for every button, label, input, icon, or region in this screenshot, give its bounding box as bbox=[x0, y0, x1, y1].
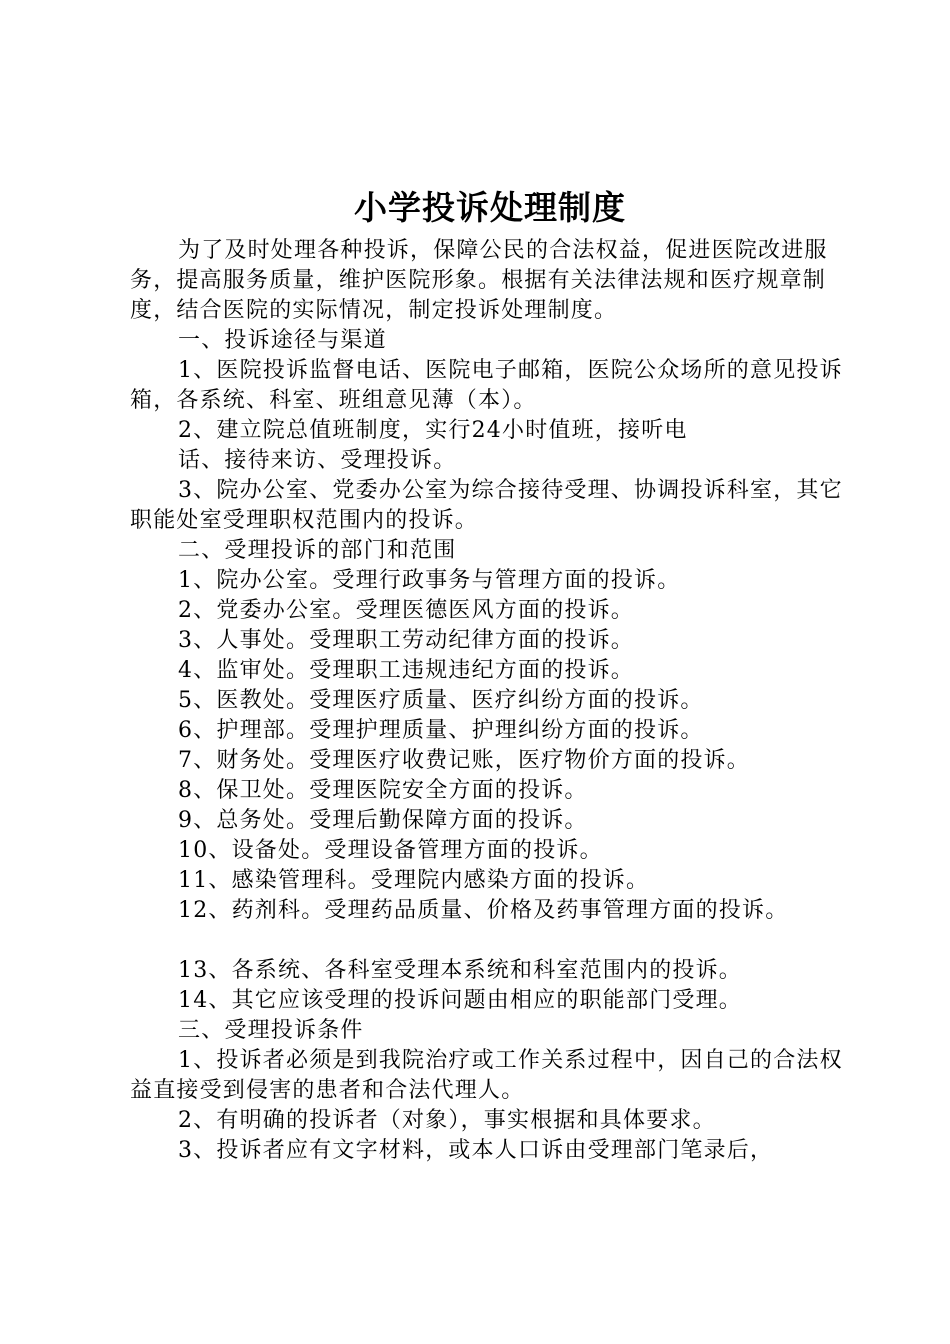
list-item: 12、药剂科。受理药品质量、价格及药事管理方面的投诉。 bbox=[178, 898, 789, 923]
list-item: 9、总务处。受理后勤保障方面的投诉。 bbox=[178, 808, 588, 833]
list-item: 1、院办公室。受理行政事务与管理方面的投诉。 bbox=[178, 568, 681, 593]
list-item: 8、保卫处。受理医院安全方面的投诉。 bbox=[178, 778, 588, 803]
list-item: 13、各系统、各科室受理本系统和科室范围内的投诉。 bbox=[178, 958, 742, 983]
paragraph: 话、接待来访、受理投诉。 bbox=[178, 448, 457, 473]
list-item: 10、设备处。受理设备管理方面的投诉。 bbox=[178, 838, 603, 863]
paragraph: 1、医院投诉监督电话、医院电子邮箱，医院公众场所的意见投诉箱，各系统、科室、班组意见薄（本）。 bbox=[130, 358, 843, 413]
document-page bbox=[130, 180, 850, 1166]
paragraph: 2、建立院总值班制度，实行24小时值班，接听电 bbox=[178, 418, 688, 443]
section-heading-2: 二、受理投诉的部门和范围 bbox=[178, 538, 457, 563]
section-heading-1: 一、投诉途径与渠道 bbox=[178, 328, 387, 353]
paragraph: 3、院办公室、党委办公室为综合接待受理、协调投诉科室，其它职能处室受理职权范围内的投诉。 bbox=[130, 478, 843, 533]
document-title: 小学投诉处理制度 bbox=[354, 188, 626, 227]
list-item: 5、医教处。受理医疗质量、医疗纠纷方面的投诉。 bbox=[178, 688, 704, 713]
paragraph: 3、投诉者应有文字材料，或本人口诉由受理部门笔录后， bbox=[178, 1138, 774, 1163]
list-item: 14、其它应该受理的投诉问题由相应的职能部门受理。 bbox=[178, 988, 742, 1013]
paragraph-intro: 为了及时处理各种投诉，保障公民的合法权益，促进医院改进服务，提高服务质量，维护医院形象。根据有关法律法规和医疗规章制度，结合医院的实际情况，制定投诉处理制度。 bbox=[130, 238, 828, 323]
blank-line bbox=[130, 926, 850, 956]
list-item: 11、感染管理科。受理院内感染方面的投诉。 bbox=[178, 868, 650, 893]
section-heading-3: 三、受理投诉条件 bbox=[178, 1018, 364, 1043]
list-item: 7、财务处。受理医疗收费记账，医疗物价方面的投诉。 bbox=[178, 748, 750, 773]
list-item: 3、人事处。受理职工劳动纪律方面的投诉。 bbox=[178, 628, 634, 653]
paragraph: 1、投诉者必须是到我院治疗或工作关系过程中，因自己的合法权益直接受到侵害的患者和合法代理人。 bbox=[130, 1048, 843, 1103]
paragraph: 2、有明确的投诉者（对象），事实根据和具体要求。 bbox=[178, 1108, 716, 1133]
list-item: 2、党委办公室。受理医德医风方面的投诉。 bbox=[178, 598, 634, 623]
list-item: 4、监审处。受理职工违规违纪方面的投诉。 bbox=[178, 658, 634, 683]
list-item: 6、护理部。受理护理质量、护理纠纷方面的投诉。 bbox=[178, 718, 704, 743]
